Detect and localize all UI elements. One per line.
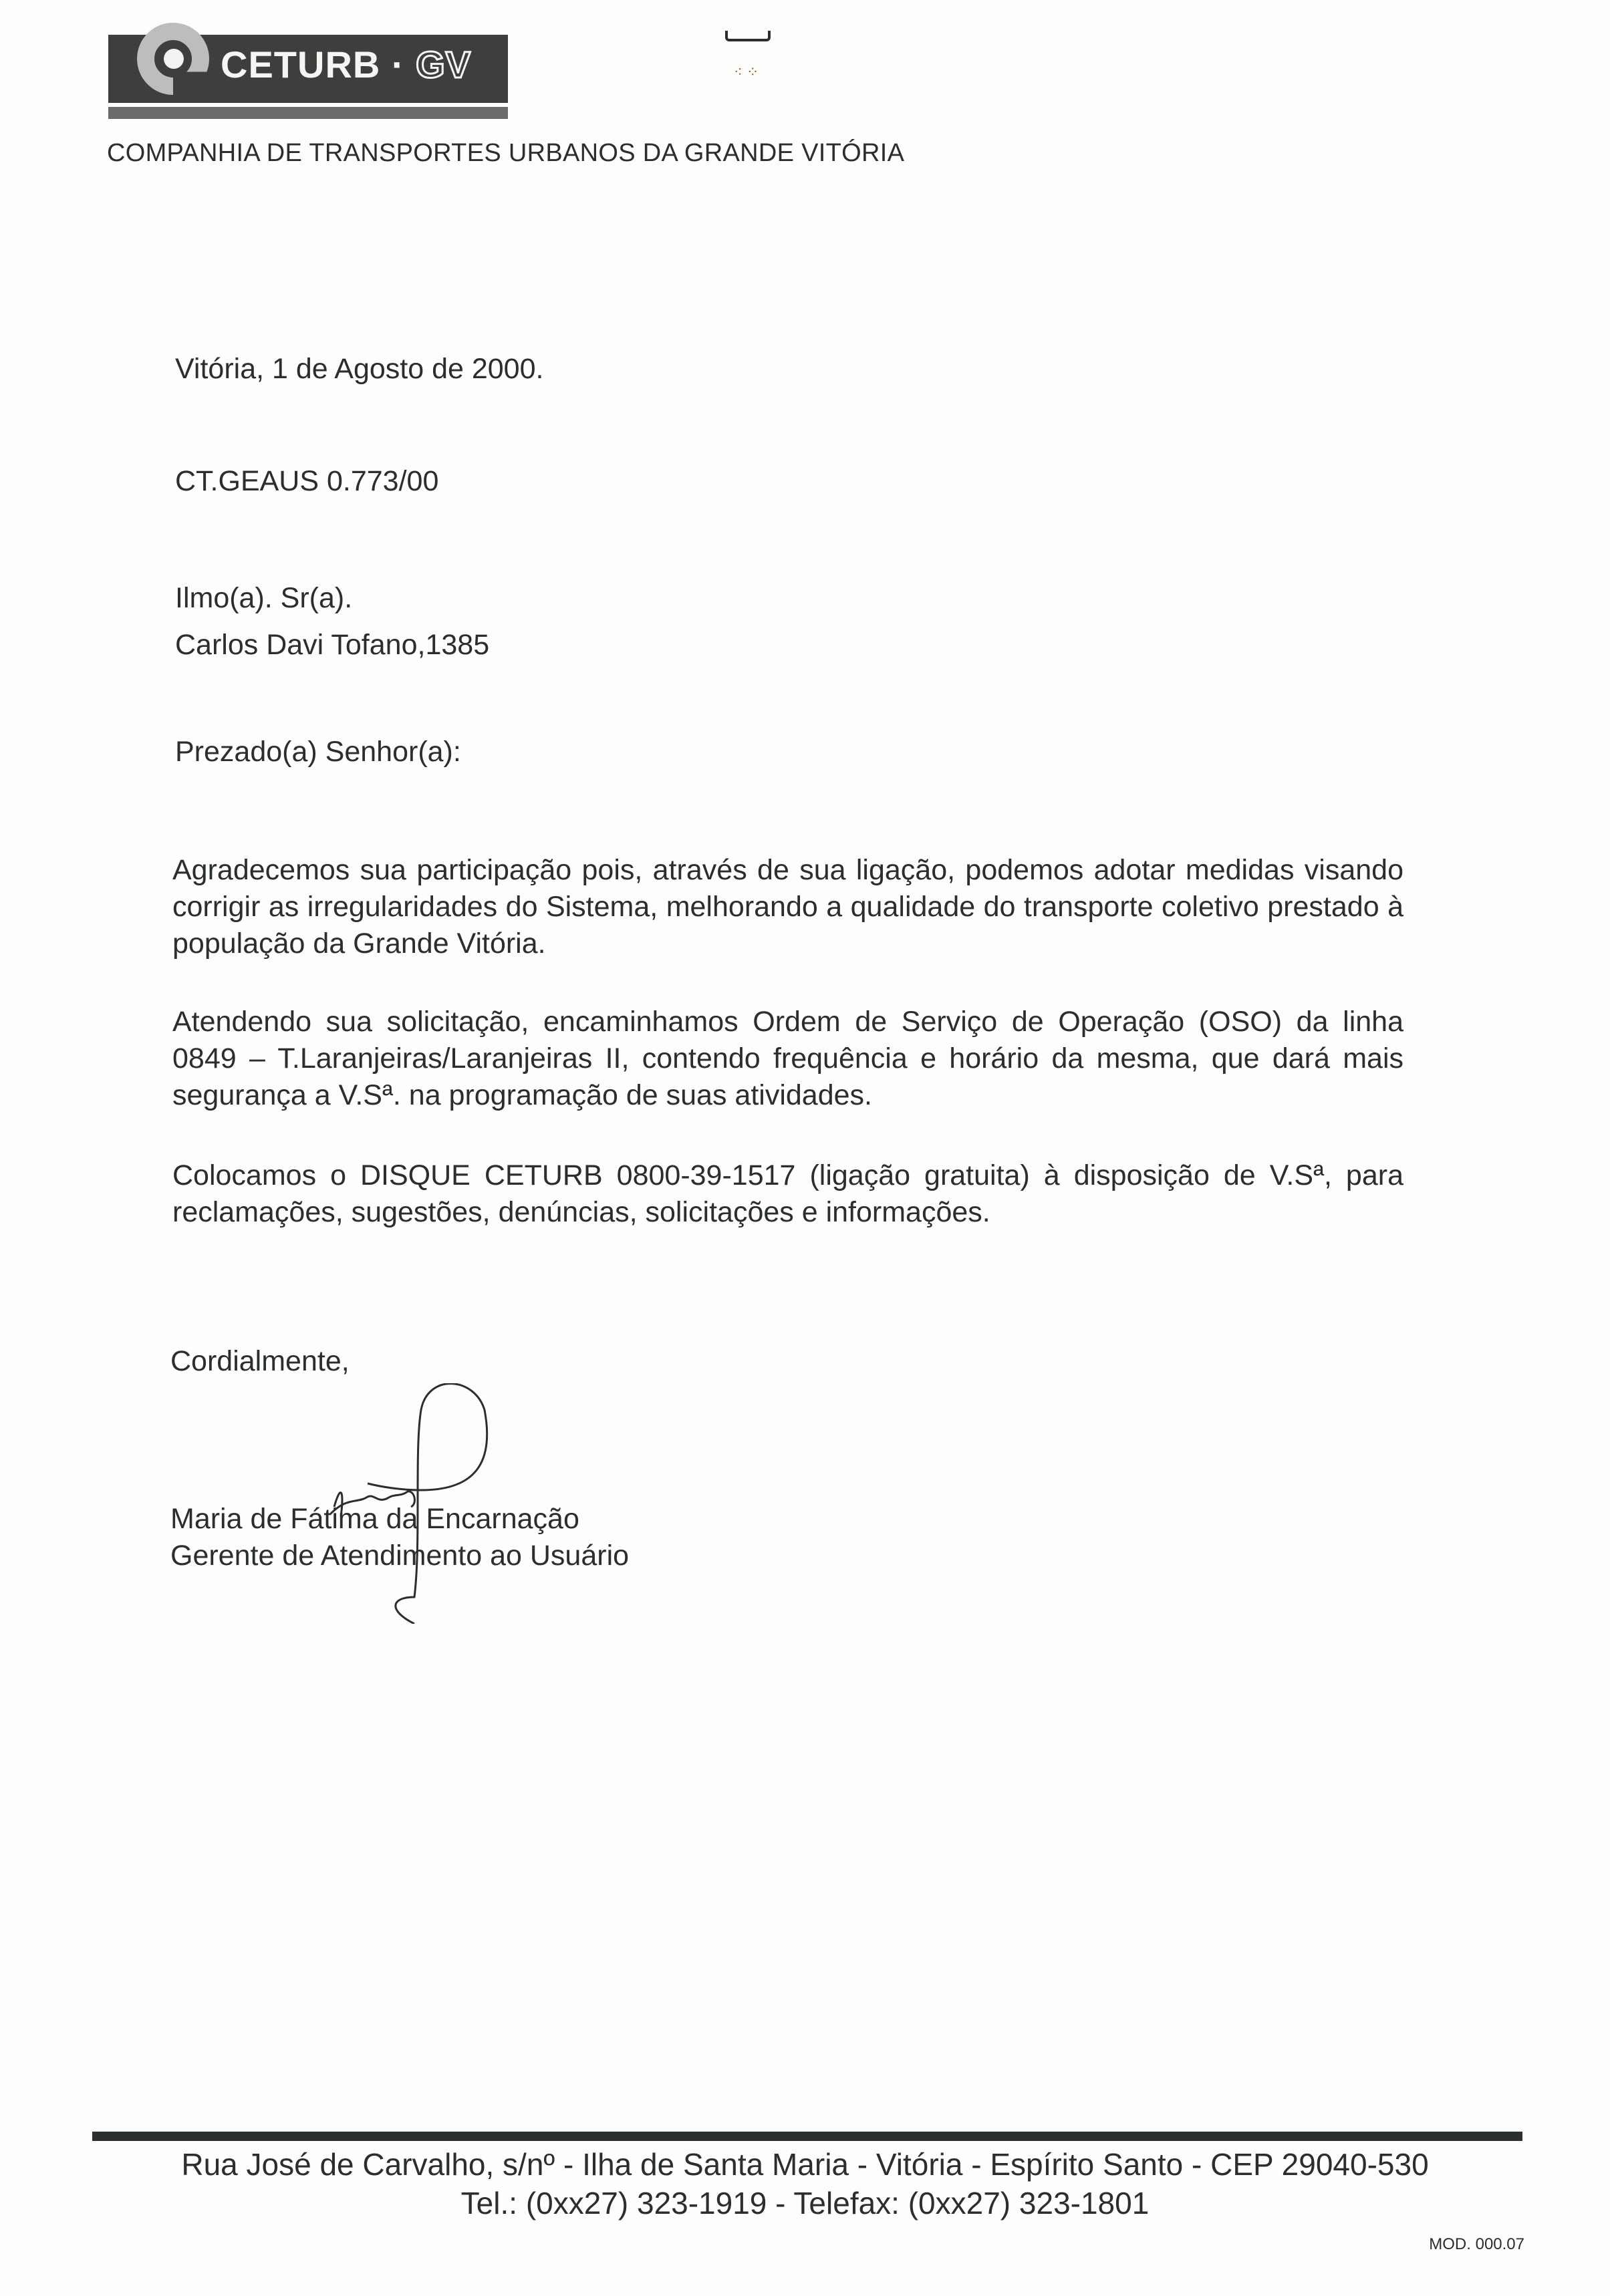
logo-separator: · [391,43,405,86]
footer-divider [92,2132,1522,2141]
addressee-title: Ilmo(a). Sr(a). [175,582,353,614]
paragraph-thanks: Agradecemos sua participação pois, através de sua ligação, podemos adotar medidas visando corrigir as irregularidades do Sistema, melhorando a qualidade do transporte coletivo prestado à população da Grande Vitória. [172,854,1403,960]
place-date: Vitória, 1 de Agosto de 2000. [175,353,544,385]
logo-wordmark [221,43,471,86]
logo-suffix: GV [416,43,472,86]
closing: Cordialmente, [170,1345,350,1377]
addressee-name: Carlos Davi Tofano,1385 [175,629,490,661]
signer-name: Maria de Fátima da Encarnação [170,1503,579,1535]
stain-mark: ⁖ ⁘ [734,63,759,80]
pen-mark [725,31,771,41]
paragraph-request: Atendendo sua solicitação, encaminhamos Ordem de Serviço de Operação (OSO) da linha 0849 – T.Laranjeiras/Laranjeiras II, contendo frequência e horário da mesma, que dará mais segurança a V.Sª. na programação de suas atividades. [172,1006,1403,1111]
paragraph-hotline: Colocamos o DISQUE CETURB 0800-39-1517 (ligação gratuita) à disposição de V.Sª, para reclamações, sugestões, denúncias, solicitações e informações. [172,1159,1403,1228]
reference-number: CT.GEAUS 0.773/00 [175,465,439,497]
salutation: Prezado(a) Senhor(a): [175,736,461,768]
signer-role: Gerente de Atendimento ao Usuário [170,1540,630,1572]
logo-underline-bar [108,107,508,119]
company-name: COMPANHIA DE TRANSPORTES URBANOS DA GRANDE VITÓRIA [107,139,905,167]
logo-name: CETURB [221,43,381,86]
footer-address: Rua José de Carvalho, s/nº - Ilha de Santa Maria - Vitória - Espírito Santo - CEP 29040-530 [181,2147,1429,2182]
footer-phones: Tel.: (0xx27) 323-1919 - Telefax: (0xx27) 323-1801 [460,2186,1150,2220]
form-code: MOD. 000.07 [1429,2235,1524,2253]
ceturb-ring-center-icon [164,49,184,69]
